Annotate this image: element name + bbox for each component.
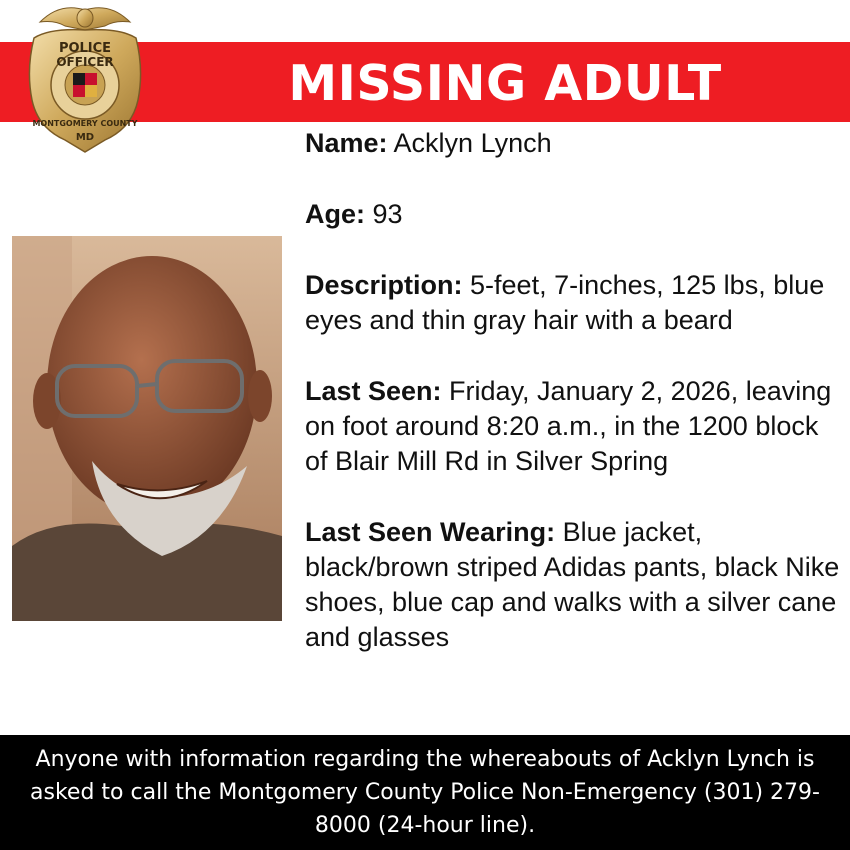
contact-footer <box>0 735 850 850</box>
last-seen-label: Last Seen: <box>305 376 442 406</box>
badge-top-text-2: OFFICER <box>56 55 114 69</box>
badge-ring-text: MONTGOMERY COUNTY <box>32 119 138 128</box>
last-seen-value: Friday, January 2, 2026, leaving on foot around 8:20 a.m., in the 1200 block of Blair Mill Rd in Silver Spring <box>305 376 832 476</box>
last-seen-wearing-value: Blue jacket, black/brown striped Adidas pants, black Nike shoes, blue cap and walks with a silver cane and glasses <box>305 517 840 652</box>
banner-title: MISSING ADULT <box>288 55 722 112</box>
description-value: 5-feet, 7-inches, 125 lbs, blue eyes and thin gray hair with a beard <box>305 270 825 335</box>
last-seen-field <box>305 374 845 479</box>
name-value: Acklyn Lynch <box>387 128 552 158</box>
age-label: Age: <box>305 199 365 229</box>
last-seen-wearing-label: Last Seen Wearing: <box>305 517 556 547</box>
details-panel <box>305 126 845 655</box>
badge-top-text: POLICE <box>58 41 112 56</box>
name-field <box>305 126 845 161</box>
description-label: Description: <box>305 270 463 300</box>
police-badge-icon <box>20 0 150 160</box>
person-photo <box>12 236 282 621</box>
contact-text: Anyone with information regarding the whereabouts of Acklyn Lynch is asked to call the Montgomery County Police Non-Emergency (301) 279-8000 (24-hour line). <box>30 747 820 838</box>
description-field <box>305 268 845 338</box>
age-value: 93 <box>365 199 403 229</box>
last-seen-wearing-field <box>305 515 845 655</box>
badge-bottom-text: MD <box>75 132 95 143</box>
age-field <box>305 197 845 232</box>
name-label: Name: <box>305 128 388 158</box>
